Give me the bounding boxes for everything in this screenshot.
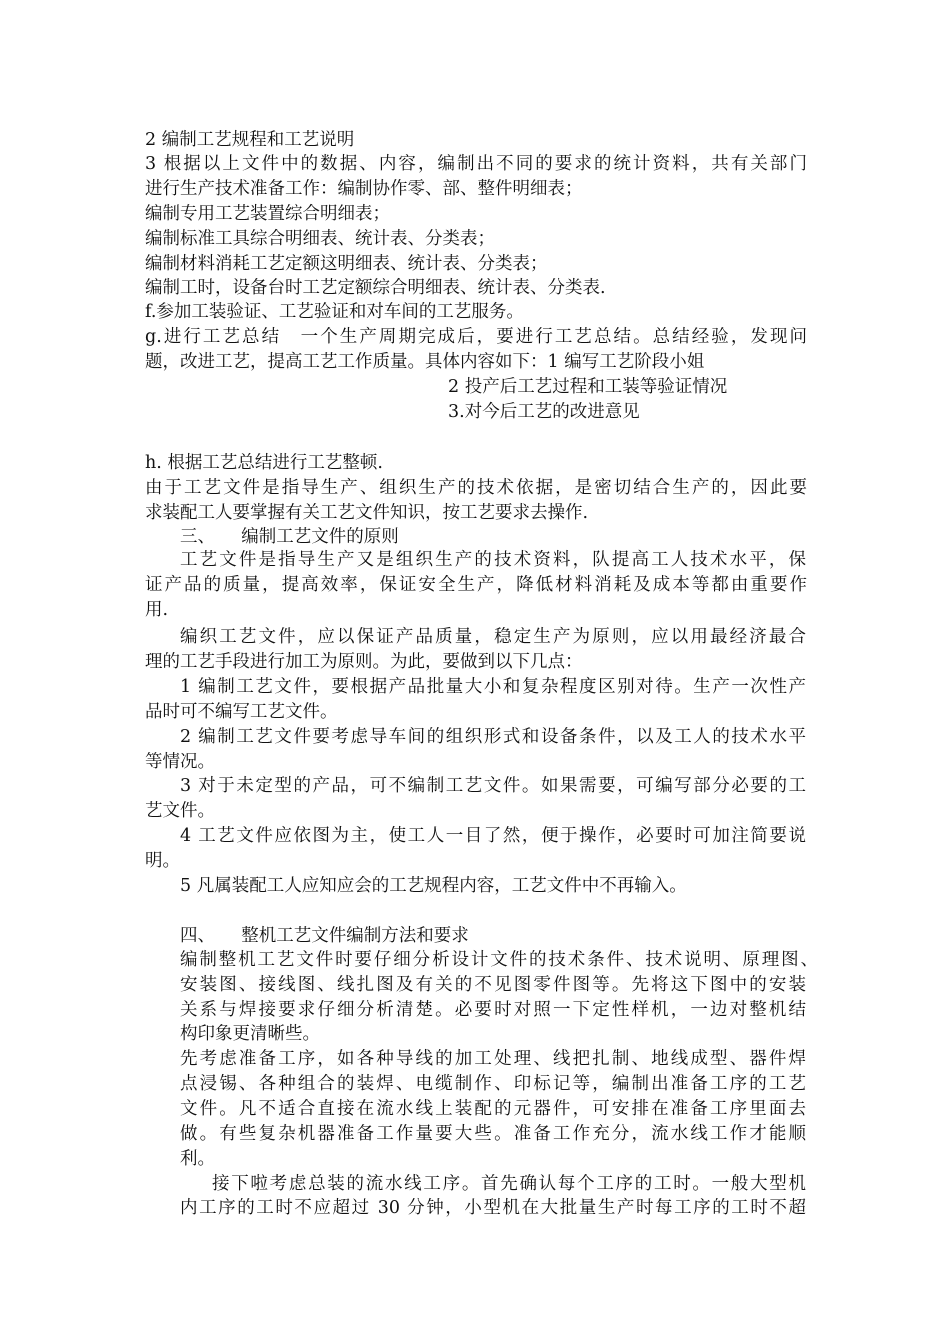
point-4-line-1: 4 工艺文件应依图为主，使工人一目了然，便于操作，必要时可加注简要说 — [180, 826, 806, 846]
point-3-line-2: 艺文件。 — [145, 801, 215, 821]
point-2-line-1: 2 编制工艺文件要考虑导车间的组织形式和设备条件，以及工人的技术水平 — [180, 727, 806, 747]
s3-para1-line-3: 用. — [145, 600, 169, 620]
s4-para2-line-3: 文件。凡不适合直接在流水线上装配的元器件，可安排在准备工序里面去 — [180, 1099, 806, 1119]
item-3-line-2: 进行生产技术准备工作：编制协作零、部、整件明细表； — [145, 179, 583, 199]
point-3-line-1: 3 对于未定型的产品，可不编制工艺文件。如果需要，可编写部分必要的工 — [180, 776, 806, 796]
s4-para2-line-5: 利。 — [180, 1149, 215, 1169]
sub-item-4: 编制工时，设备台时工艺定额综合明细表、统计表、分类表. — [145, 278, 606, 298]
sub-item-1: 编制专用工艺装置综合明细表； — [145, 204, 390, 224]
section-three-heading: 三、 编制工艺文件的原则 — [180, 527, 399, 547]
s4-para1-line-2: 安装图、接线图、线扎图及有关的不见图零件图等。先将这下图中的安装 — [180, 975, 806, 995]
item-f: f.参加工装验证、工艺验证和对车间的工艺服务。 — [145, 302, 524, 322]
s4-para2-line-4: 做。有些复杂机器准备工作量要大些。准备工作充分，流水线工作才能顺 — [180, 1124, 806, 1144]
s3-para1-line-2: 证产品的质量，提高效率，保证安全生产，降低材料消耗及成本等都由重要作 — [145, 575, 807, 595]
s3-para2-line-1: 编织工艺文件，应以保证产品质量，稳定生产为原则，应以用最经济最合 — [180, 627, 806, 647]
item-3-line-1: 3 根据以上文件中的数据、内容，编制出不同的要求的统计资料，共有关部门 — [145, 154, 807, 174]
item-g-line-1: g.进行工艺总结 一个生产周期完成后，要进行工艺总结。总结经验，发现问 — [145, 327, 807, 347]
sub-item-3: 编制材料消耗工艺定额这明细表、统计表、分类表； — [145, 254, 548, 274]
item-h: h. 根据工艺总结进行工艺整顿. — [145, 453, 383, 473]
s4-para1-line-3: 关系与焊接要求仔细分析清楚。必要时对照一下定性样机，一边对整机结 — [180, 1000, 806, 1020]
s3-para1-line-1: 工艺文件是指导生产又是组织生产的技术资料，队提高工人技术水平，保 — [180, 550, 806, 570]
s4-para3-line-2: 内工序的工时不应超过 30 分钟，小型机在大批量生产时每工序的工时不超 — [180, 1198, 806, 1218]
item-g-sub-1: 2 投产后工艺过程和工装等验证情况 — [448, 377, 728, 397]
item-g-sub-2: 3.对今后工艺的改进意见 — [448, 402, 640, 422]
point-4-line-2: 明。 — [145, 851, 180, 871]
point-1-line-1: 1 编制工艺文件，要根据产品批量大小和复杂程度区别对待。生产一次性产 — [180, 677, 806, 697]
s4-para1-line-1: 编制整机工艺文件时要仔细分析设计文件的技术条件、技术说明、原理图、 — [180, 950, 818, 970]
point-2-line-2: 等情况。 — [145, 752, 215, 772]
section-four-heading: 四、 整机工艺文件编制方法和要求 — [180, 926, 469, 946]
s4-para1-line-4: 构印象更清晰些。 — [180, 1024, 320, 1044]
s4-para3-line-1: 接下啦考虑总装的流水线工序。首先确认每个工序的工时。一般大型机 — [212, 1174, 806, 1194]
item-g-line-2: 题，改进工艺，提高工艺工作质量。具体内容如下：1 编写工艺阶段小姐 — [145, 352, 705, 372]
item-2: 2 编制工艺规程和工艺说明 — [145, 130, 355, 150]
s4-para2-line-2: 点浸锡、各种组合的装焊、电缆制作、印标记等，编制出准备工序的工艺 — [180, 1074, 806, 1094]
summary-line-2: 求装配工人要掌握有关工艺文件知识，按工艺要求去操作. — [145, 503, 589, 523]
point-1-line-2: 品时可不编写工艺文件。 — [145, 702, 338, 722]
sub-item-2: 编制标准工具综合明细表、统计表、分类表； — [145, 229, 495, 249]
s4-para2-line-1: 先考虑准备工序，如各种导线的加工处理、线把扎制、地线成型、器件焊 — [180, 1049, 806, 1069]
s3-para2-line-2: 理的工艺手段进行加工为原则。为此，要做到以下几点： — [145, 652, 583, 672]
point-5: 5 凡属装配工人应知应会的工艺规程内容，工艺文件中不再输入。 — [180, 876, 687, 896]
summary-line-1: 由于工艺文件是指导生产、组织生产的技术依据，是密切结合生产的，因此要 — [145, 478, 807, 498]
